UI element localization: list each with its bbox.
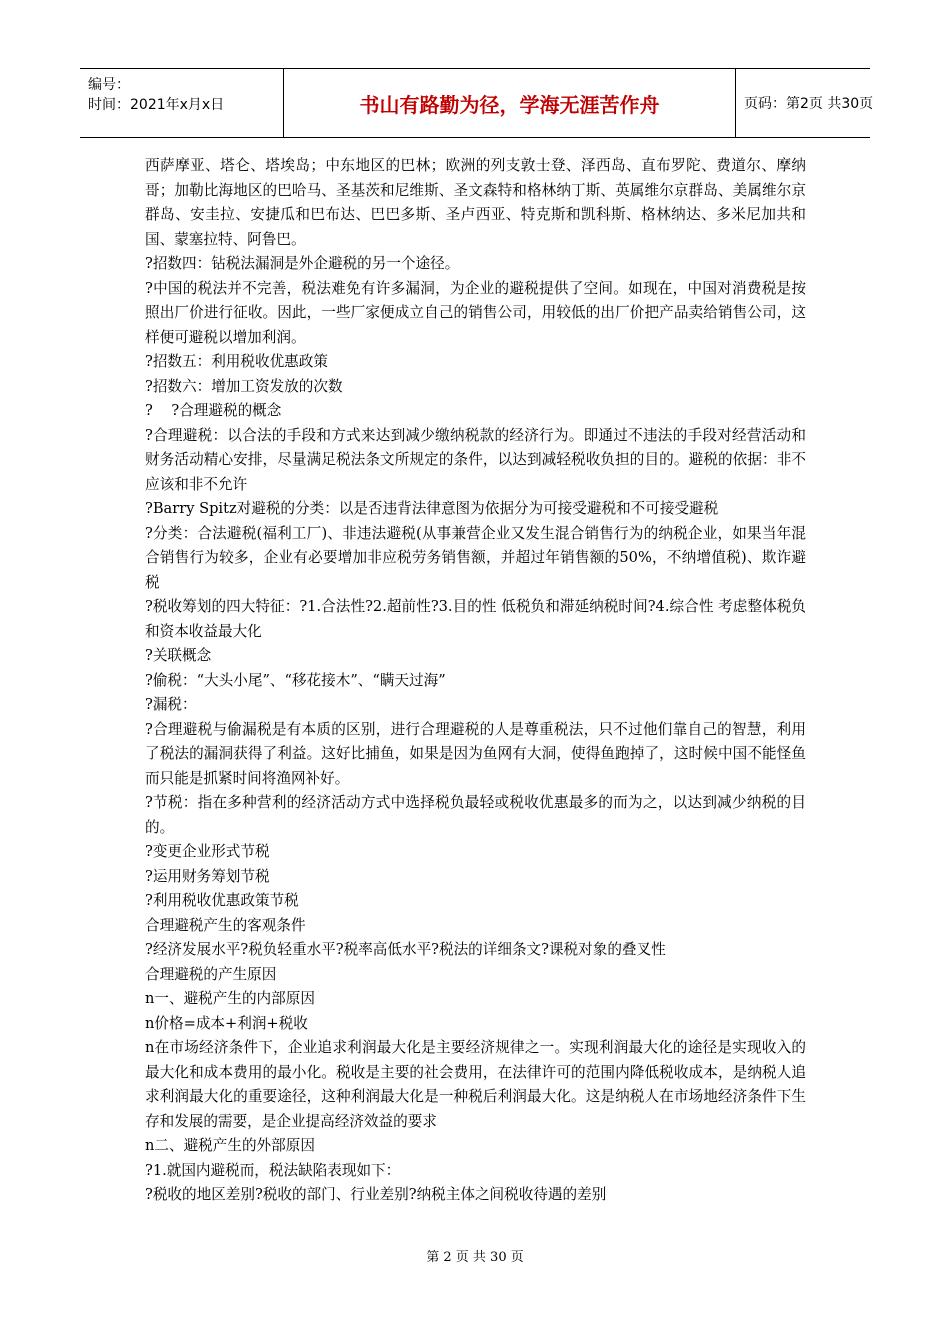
header-page-number: 页码：第2页 共30页 [744,96,874,112]
date-label: 时间：2021年x月x日 [88,97,225,113]
paragraph: n一、避税产生的内部原因 [145,990,315,1007]
paragraph: 合理避税产生的客观条件 [145,916,306,934]
paragraph: ?节税：指在多种营利的经济活动方式中选择税负最轻或税收优惠最多的而为之，以达到减少纳税的目的。 [145,794,806,836]
paragraph: ?税收筹划的四大特征：?1.合法性?2.超前性?3.目的性 低税负和滞延纳税时间?4.综合性 考虑整体税负和资本收益最大化 [145,598,806,640]
paragraph: n价格=成本+利润+税收 [145,1014,308,1032]
paragraph: ?招数六：增加工资发放的次数 [145,377,343,395]
paragraph: ?1.就国内避税而，税法缺陷表现如下： [145,1161,401,1179]
paragraph: ?中国的税法并不完善，税法难免有许多漏洞，为企业的避税提供了空间。如现在，中国对消费税是按照出厂价进行征收。因此，一些厂家便成立自己的销售公司，用较低的出厂价把产品卖给销售公司，这样便可避税以增加利润。 [145,279,806,346]
paragraph: ?合理避税与偷漏税是有本质的区别，进行合理避税的人是尊重税法，只不过他们靠自己的智慧，利用了税法的漏洞获得了利益。这好比捕鱼，如果是因为鱼网有大洞，使得鱼跑掉了，这时候中国不能怪鱼而只能是抓紧时间将渔网补好。 [145,720,806,787]
paragraph: 合理避税的产生原因 [145,965,277,983]
paragraph: ?变更企业形式节税 [145,843,270,860]
paragraph: ?偷税：“大头小尾”、“移花接木”、“瞒天过海” [145,671,446,689]
document-body [145,154,806,1208]
paragraph: n在市场经济条件下，企业追求利润最大化是主要经济规律之一。实现利润最大化的途径是实现收入的最大化和成本费用的最小化。税收是主要的社会费用，在法律许可的范围内降低税收成本，是纳税人追求利润最大化的重要途径，这种利润最大化是一种税后利润最大化。这是纳税人在市场地经济条件下生存和发展的需要，是企业提高经济效益的要求 [145,1039,806,1130]
page-footer: 第 2 页 共 30 页 [426,1250,524,1265]
page-header [80,68,874,138]
paragraph: ?Barry Spitz对避税的分类：以是否违背法律意图为依据分为可接受避税和不可接受避税 [145,500,719,517]
paragraph: ?利用税收优惠政策节税 [145,892,299,909]
paragraph: ?招数五：利用税收优惠政策 [145,353,328,370]
paragraph: ?经济发展水平?税负轻重水平?税率高低水平?税法的详细条文?课税对象的叠叉性 [145,941,666,958]
paragraph: ?税收的地区差别?税收的部门、行业差别?纳税主体之间税收待遇的差别 [145,1186,607,1203]
paragraph: ?运用财务筹划节税 [145,867,270,885]
paragraph: ?合理避税：以合法的手段和方式来达到减少缴纳税款的经济行为。即通过不违法的手段对经营活动和财务活动精心安排，尽量满足税法条文所规定的条件，以达到减轻税收负担的目的。避税的依据：非不应该和非不允许 [145,426,806,493]
paragraph: ?漏税： [145,696,197,713]
header-motto: 书山有路勤为径，学海无涯苦作舟 [284,69,736,137]
header-meta [80,69,284,137]
paragraph: ?分类：合法避税(福利工厂)、非违法避税(从事兼营企业又发生混合销售行为的纳税企业，如果当年混合销售行为较多，企业有必要增加非应税劳务销售额，并超过年销售额的50%，不纳增值税)、欺诈避税 [145,524,806,591]
number-label: 编号： [88,77,130,93]
paragraph: ? ?合理避税的概念 [145,402,282,419]
paragraph: n二、避税产生的外部原因 [145,1137,315,1154]
paragraph: 西萨摩亚、塔仑、塔埃岛；中东地区的巴林；欧洲的列支敦士登、泽西岛、直布罗陀、费道尔、摩纳哥；加勒比海地区的巴哈马、圣基茨和尼维斯、圣文森特和格林纳丁斯、英属维尔京群岛、美属维尔京群岛、安圭拉、安捷瓜和巴布达、巴巴多斯、圣卢西亚、特克斯和凯科斯、格林纳达、多米尼加共和国、蒙塞拉特、阿鲁巴。 [145,157,806,248]
paragraph: ?招数四：钻税法漏洞是外企避税的另一个途径。 [145,255,460,272]
paragraph: ?关联概念 [145,647,212,664]
